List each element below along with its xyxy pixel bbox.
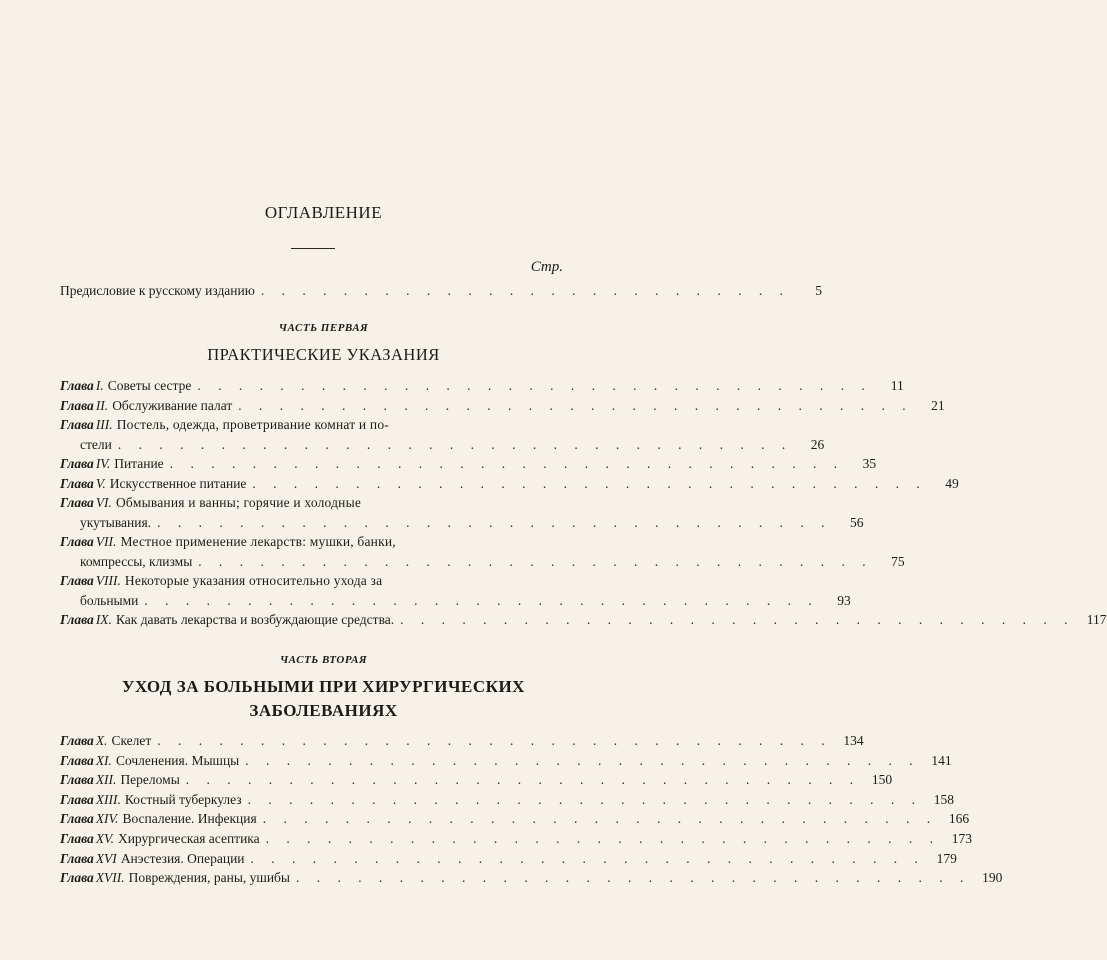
- chapter-number: VIII.: [95, 573, 121, 588]
- part1-title: ПРАКТИЧЕСКИЕ УКАЗАНИЯ: [207, 345, 440, 364]
- chapter-title: Обслуживание палат: [112, 397, 233, 413]
- page-number: 56: [849, 514, 864, 530]
- dot-leader: . . . . . . . . . . . . . . . . . . . . . . . . . . . . . . . . .: [245, 752, 920, 768]
- toc-row: [60, 474, 959, 493]
- page-number: 173: [951, 831, 973, 846]
- chapter-number: VI.: [95, 495, 112, 510]
- chapter-title: Сочленения. Мышцы: [115, 752, 240, 768]
- chapter-number: II.: [95, 397, 109, 413]
- chapter-title: Воспаление. Инфекция: [122, 811, 257, 827]
- toc-row: [60, 396, 945, 415]
- chapter-word: Глава: [60, 378, 94, 393]
- dot-leader: . . . . . . . . . . . . . . . . . . . . . . . . . . . . . . . . .: [265, 831, 941, 846]
- chapter-title: Анэстезия. Операции: [120, 850, 245, 866]
- page-number: 35: [862, 456, 877, 471]
- heading-rule: [291, 248, 335, 249]
- preface-row: [60, 281, 822, 300]
- chapter-word: Глава: [60, 417, 94, 432]
- chapter-number: XVI: [95, 850, 117, 866]
- chapter-number: XII.: [95, 772, 117, 788]
- toc-row-continuation: [80, 591, 851, 610]
- chapter-word: Глава: [60, 456, 94, 471]
- preface-text: Предисловие к русскому изданию: [60, 283, 255, 298]
- page-number: 190: [982, 870, 1003, 886]
- chapter-word: Глава: [60, 733, 94, 748]
- chapter-number: III.: [95, 417, 113, 432]
- chapter-number: IX.: [95, 612, 112, 627]
- dot-leader: . . . . . . . . . . . . . . . . . . . . . . . . . . . . . . . . .: [157, 733, 832, 748]
- dot-leader: . . . . . . . . . . . . . . . . . . . . . . . . . .: [260, 283, 790, 298]
- dot-leader: . . . . . . . . . . . . . . . . . . . . . . . . . . . . . . . . .: [252, 475, 927, 491]
- chapter-word: Глава: [60, 850, 94, 866]
- part2-label: ЧАСТЬ ВТОРАЯ: [279, 654, 368, 666]
- chapter-title: Местное применение лекарств: мушки, банки,: [120, 534, 396, 549]
- dot-leader: . . . . . . . . . . . . . . . . . . . . . . . . . . . . . . . . .: [157, 514, 832, 530]
- chapter-word: Глава: [60, 534, 94, 549]
- chapter-title: Переломы: [120, 772, 180, 788]
- chapter-word: Глава: [60, 870, 94, 886]
- chapter-title: Скелет: [111, 733, 152, 748]
- chapter-number: V.: [95, 475, 106, 491]
- chapter-number: VII.: [95, 534, 117, 549]
- chapter-title: Питание: [114, 456, 164, 471]
- chapter-word: Глава: [60, 475, 94, 491]
- toc-row: [60, 532, 563, 551]
- page-number: 93: [837, 592, 851, 608]
- chapter-word: Глава: [60, 791, 94, 807]
- chapter-title: компрессы, клизмы: [80, 553, 193, 569]
- chapter-word: Глава: [60, 495, 94, 510]
- dot-leader: . . . . . . . . . . . . . . . . . . . . . . . . . . . . . . . . .: [238, 397, 913, 413]
- dot-leader: . . . . . . . . . . . . . . . . . . . . . . . . . . . . . . . . .: [117, 436, 793, 452]
- part1-label: ЧАСТЬ ПЕРВАЯ: [278, 322, 369, 334]
- chapter-title: Советы сестре: [107, 378, 192, 393]
- chapter-title: Повреждения, раны, ушибы: [128, 870, 290, 886]
- chapter-number: XVII.: [95, 870, 125, 886]
- dot-leader: . . . . . . . . . . . . . . . . . . . . . . . . . . . . . . . . .: [185, 772, 861, 788]
- part2-title-line1: УХОД ЗА БОЛЬНЫМИ ПРИ ХИРУРГИЧЕСКИХ: [122, 677, 525, 696]
- dot-leader: . . . . . . . . . . . . . . . . . . . . . . . . . . . . . . . . .: [295, 870, 971, 886]
- chapter-title: Постель, одежда, проветривание комнат и по-: [116, 417, 389, 432]
- dot-leader: . . . . . . . . . . . . . . . . . . . . . . . . . . . . . . . . .: [247, 791, 922, 807]
- page-number: 117: [1086, 612, 1107, 627]
- page-number: 21: [931, 397, 945, 413]
- chapter-title: Обмывания и ванны; горячие и холодные: [115, 495, 362, 510]
- toc-row: [60, 493, 563, 512]
- toc-row-continuation: [80, 435, 825, 454]
- page-number: 11: [890, 378, 904, 393]
- toc-row: [60, 731, 864, 750]
- chapter-title: Как давать лекарства и возбуждающие средства.: [115, 612, 395, 627]
- page-number: 134: [843, 733, 864, 748]
- chapter-number: XV.: [95, 831, 114, 846]
- chapter-word: Глава: [60, 573, 94, 588]
- chapter-number: I.: [95, 378, 104, 393]
- page-number: 166: [948, 811, 970, 827]
- chapter-number: XI.: [95, 752, 112, 768]
- toc-row-continuation: [80, 513, 864, 532]
- toc-row: [60, 849, 957, 868]
- chapter-word: Глава: [60, 752, 94, 768]
- chapter-title: больными: [80, 592, 139, 608]
- page-number: 141: [931, 752, 952, 768]
- toc-row-continuation: [80, 552, 905, 571]
- chapter-word: Глава: [60, 831, 94, 846]
- toc-row: [60, 829, 973, 848]
- part2-title-line2: ЗАБОЛЕВАНИЯХ: [249, 701, 398, 720]
- chapter-number: XIV.: [95, 811, 119, 827]
- dot-leader: . . . . . . . . . . . . . . . . . . . . . . . . . . . . . . . . .: [197, 378, 872, 393]
- page-column-label: Стр.: [530, 259, 563, 275]
- chapter-word: Глава: [60, 811, 94, 827]
- chapter-word: Глава: [60, 612, 94, 627]
- chapter-word: Глава: [60, 397, 94, 413]
- page-number: 75: [891, 553, 905, 569]
- chapter-title: Искусственное питание: [109, 475, 247, 491]
- chapter-number: IV.: [95, 456, 111, 471]
- toc-row: [60, 751, 952, 770]
- dot-leader: . . . . . . . . . . . . . . . . . . . . . . . . . . . . . . . . .: [169, 456, 845, 471]
- toc-row: [60, 571, 563, 590]
- toc-row: [60, 809, 970, 828]
- page-number: 158: [933, 791, 954, 807]
- toc-row: [60, 770, 893, 789]
- chapter-number: XIII.: [95, 791, 121, 807]
- dot-leader: . . . . . . . . . . . . . . . . . . . . . . . . . . . . . . . . .: [400, 612, 1075, 627]
- toc-row: [60, 610, 1107, 629]
- toc-row: [60, 868, 1003, 887]
- chapter-number: X.: [95, 733, 108, 748]
- page-number: 150: [871, 772, 893, 788]
- toc-row: [60, 790, 954, 809]
- chapter-title: Хирургическая асептика: [117, 831, 260, 846]
- chapter-title: Костный туберкулез: [124, 791, 242, 807]
- dot-leader: . . . . . . . . . . . . . . . . . . . . . . . . . . . . . . . . .: [262, 811, 938, 827]
- dot-leader: . . . . . . . . . . . . . . . . . . . . . . . . . . . . . . . . .: [198, 553, 873, 569]
- page-number: 5: [815, 283, 822, 298]
- chapter-title: стели: [80, 436, 112, 452]
- toc-row: [60, 376, 904, 395]
- toc-row: [60, 415, 563, 434]
- page-number: 49: [945, 475, 959, 491]
- chapter-title: Некоторые указания относительно ухода за: [124, 573, 383, 588]
- chapter-title: укутывания.: [80, 514, 152, 530]
- dot-leader: . . . . . . . . . . . . . . . . . . . . . . . . . . . . . . . . .: [250, 850, 925, 866]
- dot-leader: . . . . . . . . . . . . . . . . . . . . . . . . . . . . . . . . .: [144, 592, 819, 608]
- chapter-word: Глава: [60, 772, 94, 788]
- toc-heading: ОГЛАВЛЕНИЕ: [264, 203, 383, 222]
- page-number: 179: [936, 850, 957, 866]
- page-number: 26: [810, 436, 825, 452]
- toc-row: [60, 454, 877, 473]
